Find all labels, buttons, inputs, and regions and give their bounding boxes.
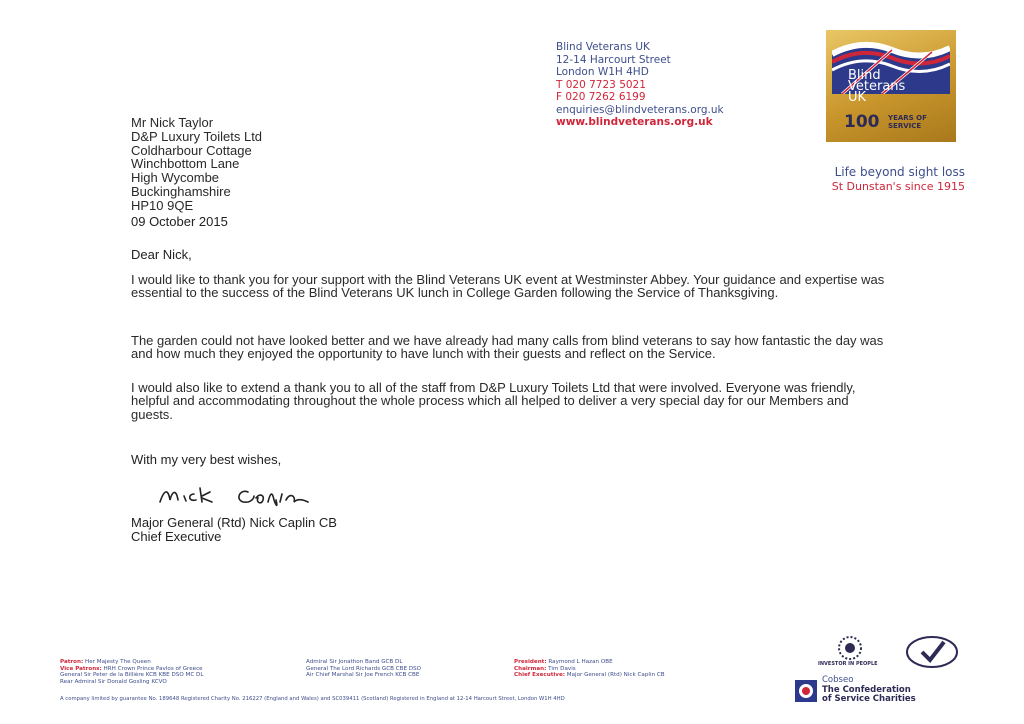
fax: F 020 7262 6199 xyxy=(556,91,646,103)
recipient-town: High Wycombe xyxy=(131,170,220,186)
tagline-secondary: St Dunstan's since 1915 xyxy=(831,179,965,193)
registration-text: A company limited by guarantee No. 189648 Registered Charity No. 216227 (England and Wales) and SC039411 (Scotland) Registered in England at 12-14 Harcourt Street, London W1H 4HD xyxy=(60,696,565,702)
vice-patron-1: HRH Crown Prince Pavlos of Greece xyxy=(103,665,203,672)
cobseo-name: Cobseo xyxy=(822,675,854,685)
investing-in-volunteers-icon xyxy=(904,634,960,670)
chairman-label: Chairman: xyxy=(514,665,547,672)
cobseo-label xyxy=(822,676,916,705)
recipient-address xyxy=(131,116,262,213)
chief-executive-label: Chief Executive: xyxy=(514,672,565,679)
logo-years-text: YEARS OF xyxy=(888,114,927,122)
vice-patron-2: General Sir Peter de la Billière KCB KBE DSO MC DL xyxy=(60,672,204,679)
signatory-title: Chief Executive xyxy=(131,529,222,544)
handwritten-signature xyxy=(156,480,356,510)
tagline xyxy=(797,166,965,193)
logo-line-2: Veterans xyxy=(848,79,906,94)
president-label: President: xyxy=(514,659,547,665)
footer-patrons xyxy=(60,659,203,685)
recipient-postcode: HP10 9QE xyxy=(131,197,194,213)
cobseo-line-1: The Confederation xyxy=(822,684,911,695)
letter-date: 09 October 2015 xyxy=(131,214,228,229)
chief-executive: Major General (Rtd) Nick Caplin CB xyxy=(566,672,665,679)
body-paragraph-1: I would like to thank you for your support with the Blind Veterans UK event at Westminster Abbey. Your guidance and expertise was essential to the success of the Blind Veterans UK lunch in College Garden following the Service of Thanksgiving. xyxy=(131,272,885,301)
signatory-name: Major General (Rtd) Nick Caplin CB xyxy=(131,515,337,530)
patron-label: Patron: xyxy=(60,659,84,665)
tagline-primary: Life beyond sight loss xyxy=(834,165,965,179)
logo-service-text: SERVICE xyxy=(888,122,922,130)
recipient-name: Mr Nick Taylor xyxy=(131,115,214,130)
vice-patron-3: Rear Admiral Sir Donald Gosling KCVO xyxy=(60,678,167,685)
patron: Her Majesty The Queen xyxy=(85,659,151,665)
letterhead-address xyxy=(556,41,724,129)
cobseo-roundel-icon xyxy=(793,678,819,704)
website-link[interactable]: www.blindveterans.org.uk xyxy=(556,116,713,128)
vice-patron-5: General The Lord Richards GCB CBE DSO xyxy=(306,665,422,672)
address-line-2: London W1H 4HD xyxy=(556,66,649,78)
chairman: Tim Davis xyxy=(548,665,576,672)
footer-officers xyxy=(514,659,665,679)
org-name: Blind Veterans UK xyxy=(556,41,650,53)
body-paragraph-2: The garden could not have looked better and we have already had many calls from blind veterans to say how fantastic the day was and how much they enjoyed the opportunity to have lunch with their guests and reflect on the Service. xyxy=(131,333,884,362)
vice-patron-6: Air Chief Marshal Sir Joe French KCB CBE xyxy=(306,672,420,679)
signatory-block xyxy=(131,516,337,544)
vice-patrons-label: Vice Patrons: xyxy=(60,665,102,672)
iip-label: INVESTOR IN PEOPLE xyxy=(818,661,878,667)
address-line-1: 12-14 Harcourt Street xyxy=(556,53,671,66)
recipient-line-2: Winchbottom Lane xyxy=(131,156,240,172)
logo-wordmark xyxy=(848,70,905,103)
telephone: T 020 7723 5021 xyxy=(556,78,646,91)
president: Raymond L Hazan OBE xyxy=(548,659,613,665)
logo-years-of-service xyxy=(888,114,927,130)
logo-100: 100 xyxy=(844,112,880,132)
logo-line-1: Blind xyxy=(848,68,881,83)
cobseo-line-2: of Service Charities xyxy=(822,694,916,704)
vice-patron-4: Admiral Sir Jonathon Band GCB DL xyxy=(306,659,403,665)
blind-veterans-logo xyxy=(826,30,956,142)
closing: With my very best wishes, xyxy=(131,452,282,467)
recipient-company: D&P Luxury Toilets Ltd xyxy=(131,128,263,144)
footer-vice-patrons-2 xyxy=(306,659,421,679)
logo-line-3: UK xyxy=(848,90,867,105)
body-paragraph-3: I would also like to extend a thank you to all of the staff from D&P Luxury Toilets Ltd that were involved. Everyone was friendly, helpful and accommodating throughout the whole process which all helped to deliver a very special day for our Members and guests. xyxy=(131,380,856,422)
recipient-county: Buckinghamshire xyxy=(131,183,231,199)
salutation: Dear Nick, xyxy=(131,247,192,262)
recipient-line-1: Coldharbour Cottage xyxy=(131,142,252,158)
email-link[interactable]: enquiries@blindveterans.org.uk xyxy=(556,103,724,116)
